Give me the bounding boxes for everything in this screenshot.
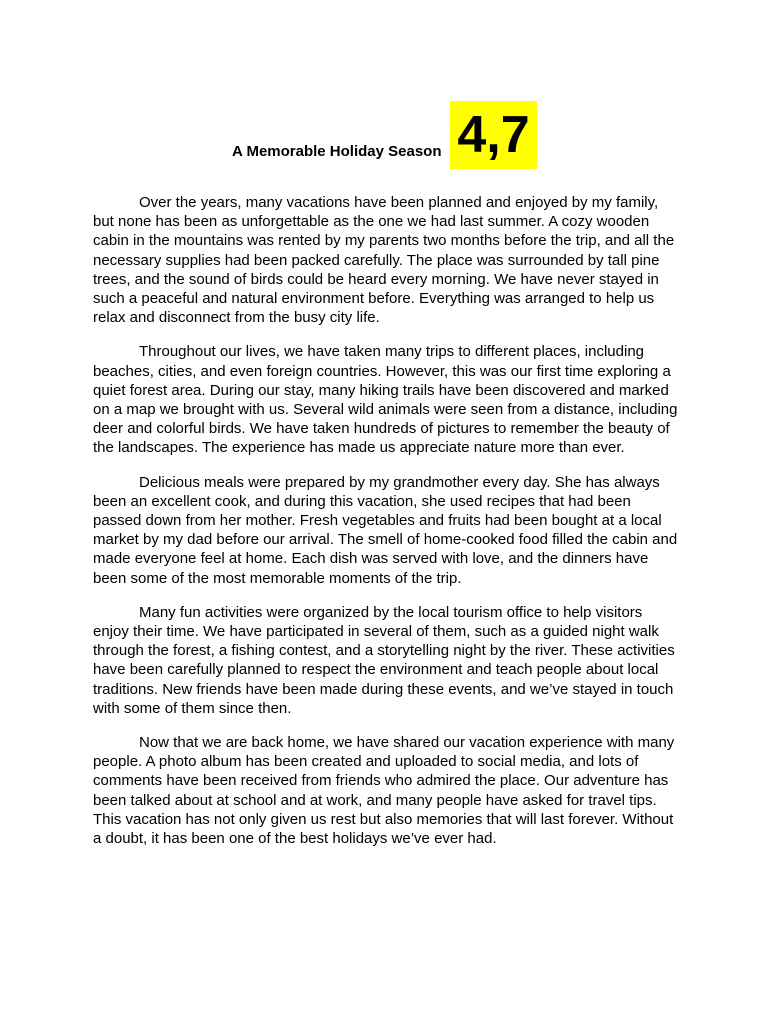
title-row — [0, 101, 768, 169]
document-title: A Memorable Holiday Season — [232, 143, 442, 160]
essay-body — [93, 193, 678, 863]
paragraph-5: Now that we are back home, we have shared our vacation experience with many people. A photo album has been created and uploaded to social media, and lots of comments have been received from friends who admired the place. Our adventure has been talked about at school and at work, and many people have asked for travel tips. This vacation has not only given us rest but also memories that will last forever. Without a doubt, it has been one of the best holidays we’ve ever had. — [93, 734, 675, 848]
grade-mark: 4,7 — [450, 101, 537, 169]
paragraph-1: Over the years, many vacations have been planned and enjoyed by my family, but none has been as unforgettable as the one we had last summer. A cozy wooden cabin in the mountains was rented by my parents two months before the trip, and all the necessary supplies had been packed carefully. The place was surrounded by tall pine trees, and the sound of birds could be heard every morning. We have never stayed in such a peaceful and natural environment before. Everything was arranged to help us relax and disconnect from the busy city life. — [93, 194, 675, 327]
paragraph-3: Delicious meals were prepared by my grandmother every day. She has always been an excellent cook, and during this vacation, she used recipes that had been passed down from her mother. Fresh vegetables and fruits had been bought at a local market by my dad before our arrival. The smell of home-cooked food filled the cabin and made everyone feel at home. Each dish was served with love, and the dinners have been some of the most memorable moments of the trip. — [93, 473, 678, 587]
paragraph-4: Many fun activities were organized by the local tourism office to help visitors enjoy their time. We have participated in several of them, such as a guided night walk through the forest, a fishing contest, and a storytelling night by the river. These activities have been carefully planned to respect the environment and teach people about local traditions. New friends have been made during these events, and we’ve stayed in touch with some of them since then. — [93, 603, 675, 717]
paragraph-2: Throughout our lives, we have taken many trips to different places, including beaches, cities, and even foreign countries. However, this was our first time exploring a quiet forest area. During our stay, many hiking trails have been discovered and marked on a map we brought with us. Several wild animals were seen from a distance, including deer and colorful birds. We have taken hundreds of pictures to remember the beauty of the landscapes. The experience has made us appreciate nature more than ever. — [93, 343, 678, 457]
